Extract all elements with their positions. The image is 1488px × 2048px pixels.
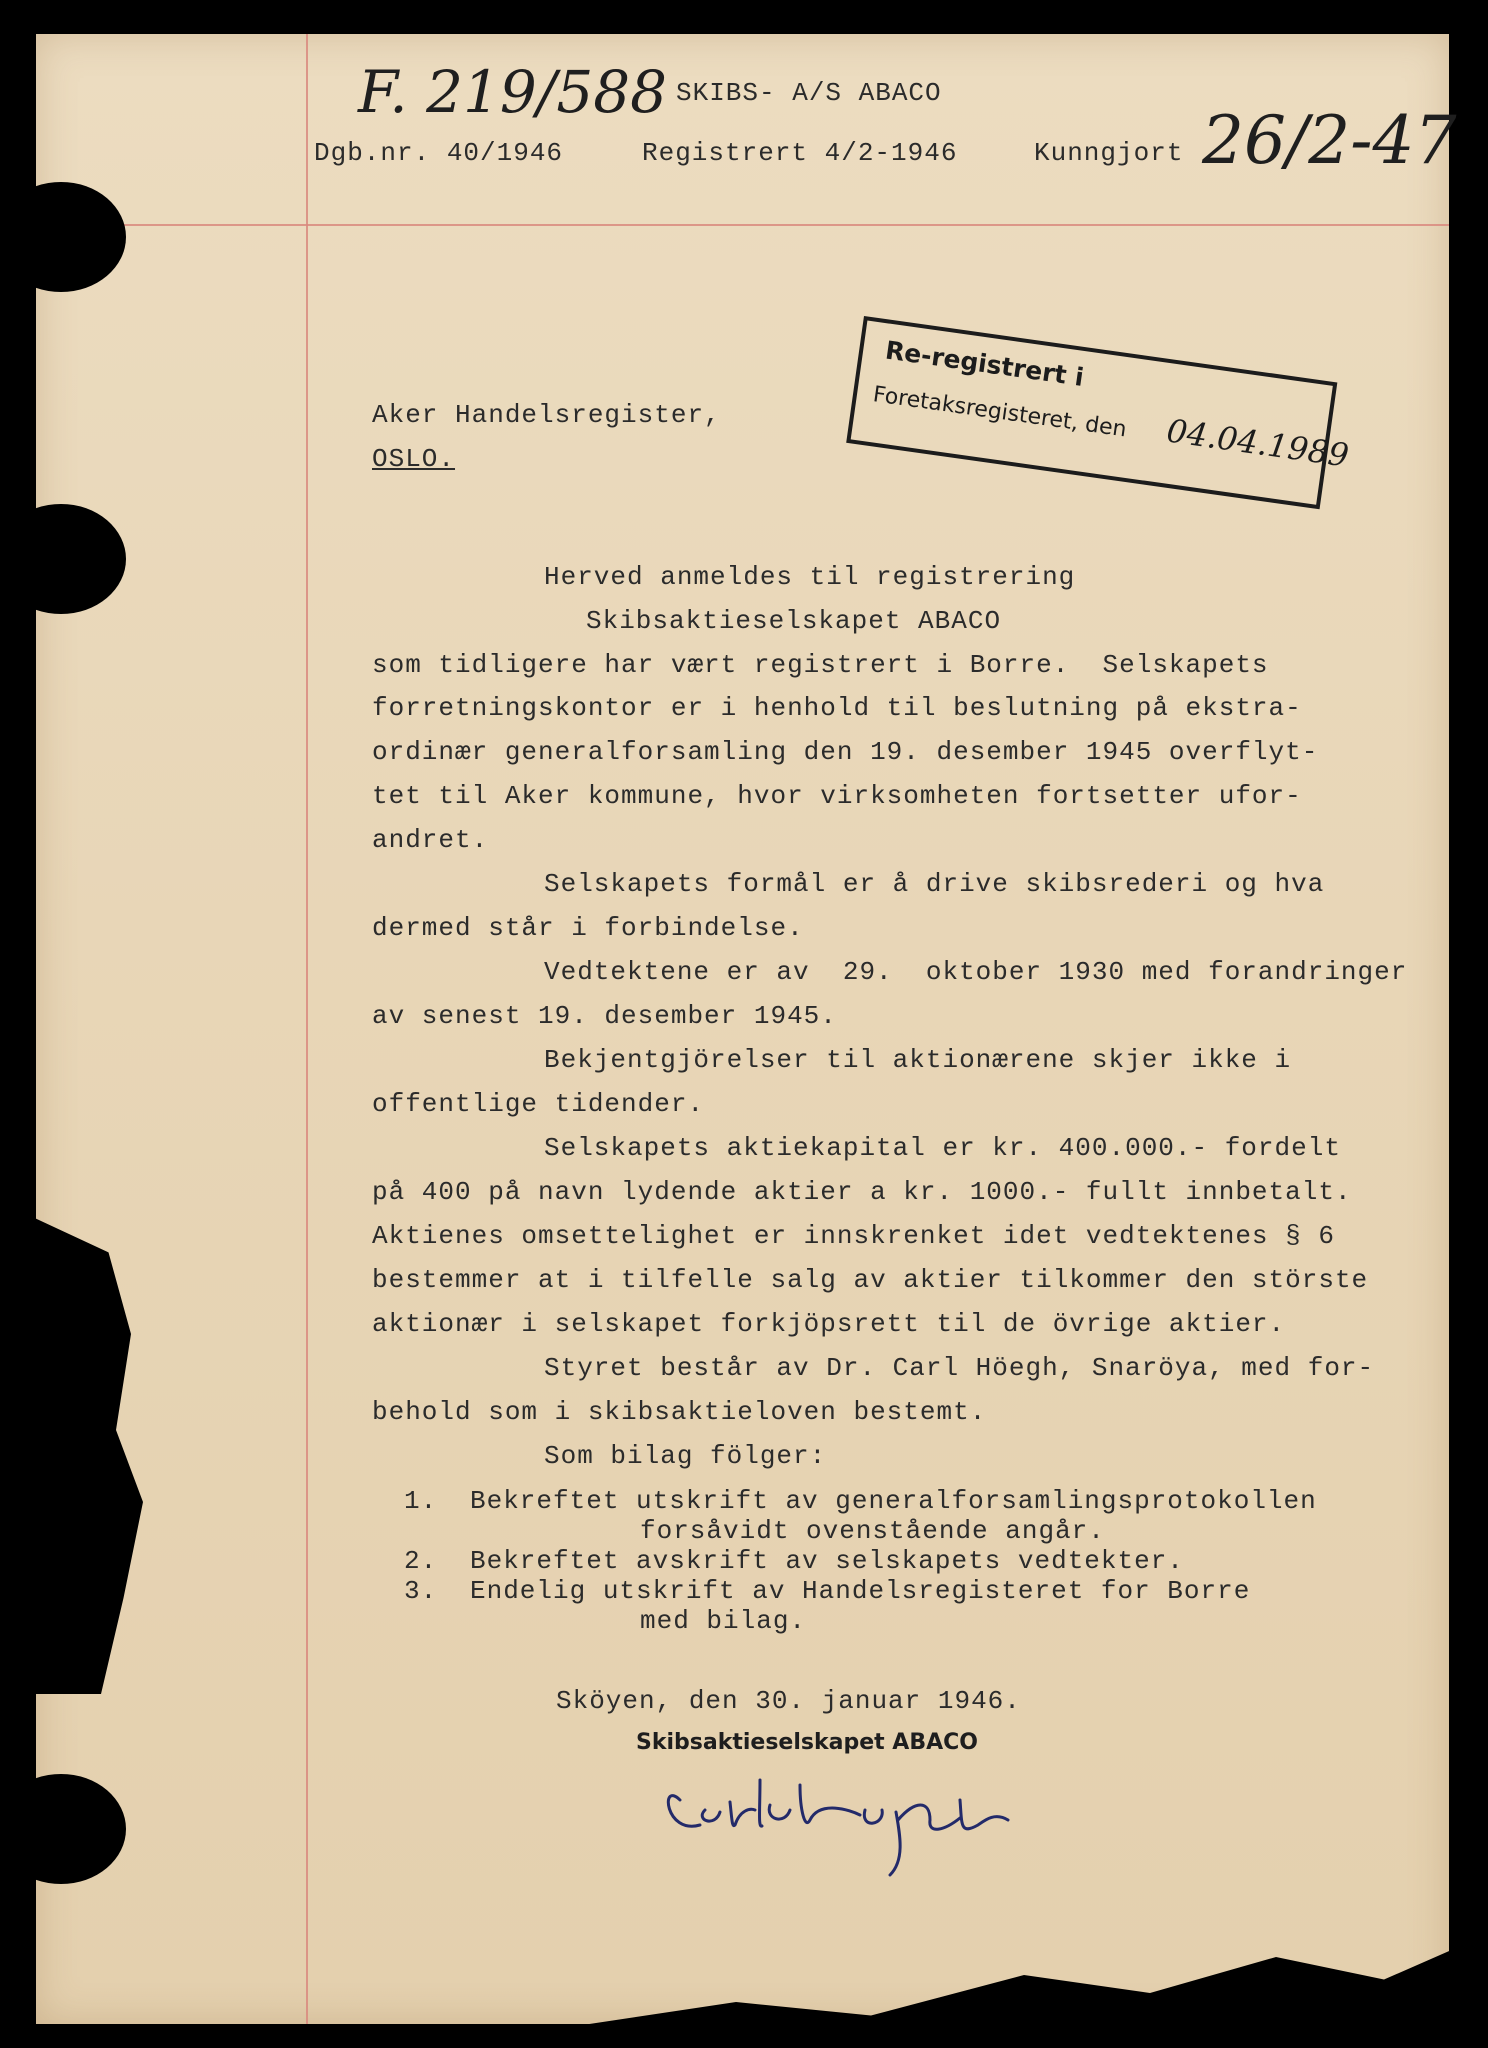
attachment-continuation: med bilag. [640,1606,807,1636]
body-line: offentlige tidender. [372,1089,705,1119]
body-line: bestemmer at i tilfelle salg av aktier tilkommer den störste [372,1265,1369,1295]
handwritten-signature [660,1740,1040,1890]
body-line: andret. [372,825,489,855]
attachment-text: Bekreftet avskrift av selskapets vedtekter. [470,1546,1184,1576]
body-line: Aktienes omsettelighet er innskrenket idet vedtektenes § 6 [372,1221,1335,1251]
body-line: Selskapets aktiekapital er kr. 400.000.- fordelt [544,1133,1341,1163]
company-header: SKIBS- A/S ABACO [676,78,942,108]
body-line: som tidligere har vært registrert i Borre. Selskapets [372,650,1269,680]
punch-hole [0,182,126,292]
archive-reference: F. 219/588 [358,58,668,126]
attachment-continuation: forsåvidt ovenstående angår. [640,1516,1105,1546]
attachment-text: Endelig utskrift av Handelsregisteret for Borre [470,1576,1251,1606]
margin-line-vertical [306,34,308,2024]
body-line: aktionær i selskapet forkjöpsrett til de övrige aktier. [372,1309,1286,1339]
body-line: behold som i skibsaktieloven bestemt. [372,1397,987,1427]
announced-label: Kunngjort [1034,138,1184,168]
margin-line-horizontal [36,224,1449,226]
body-line: forretningskontor er i henhold til beslutning på ekstra- [372,693,1302,723]
body-line: Selskapets formål er å drive skibsrederi og hva [544,869,1325,899]
stamp-line-2: Foretaksregisteret, den [871,382,1129,443]
attachment-number: 3. [404,1576,438,1606]
body-line: Som bilag fölger: [544,1441,827,1471]
torn-edge [26,1214,176,1694]
document-page [36,34,1457,2024]
body-line: på 400 på navn lydende aktier a kr. 1000.- fullt innbetalt. [372,1177,1352,1207]
punch-hole [0,1774,126,1884]
body-line: Styret består av Dr. Carl Höegh, Snaröya, med for- [544,1353,1375,1383]
stamp-date: 04.04.1989 [1164,411,1352,475]
registered-date: Registrert 4/2-1946 [642,138,958,168]
stamp-line-1: Re-registrert i [883,335,1086,393]
announced-date: 26/2-47 [1202,102,1457,179]
attachment-number: 1. [404,1486,438,1516]
body-line: Vedtektene er av 29. oktober 1930 med forandringer [544,957,1408,987]
company-stamp: Skibsaktieselskapet ABACO [636,1730,978,1755]
body-line: Bekjentgjörelser til aktionærene skjer ikke i [544,1045,1292,1075]
journal-number: Dgb.nr. 40/1946 [314,138,564,168]
place-and-date: Sköyen, den 30. januar 1946. [556,1686,1021,1716]
attachment-text: Bekreftet utskrift av generalforsamlingsprotokollen [470,1486,1317,1516]
body-line: av senest 19. desember 1945. [372,1001,837,1031]
body-line: Skibsaktieselskapet ABACO [586,606,1002,636]
body-line: tet til Aker kommune, hvor virksomheten fortsetter ufor- [372,781,1302,811]
punch-hole [0,504,126,614]
body-line: dermed står i forbindelse. [372,913,804,943]
body-line: ordinær generalforsamling den 19. desember 1945 overflyt- [372,737,1319,767]
attachment-number: 2. [404,1546,438,1576]
torn-edge [556,1939,1456,2029]
recipient-line-1: Aker Handelsregister, [372,400,721,430]
recipient-city: OSLO. [372,444,456,474]
re-registration-stamp [846,316,1352,509]
body-line: Herved anmeldes til registrering [544,562,1076,592]
